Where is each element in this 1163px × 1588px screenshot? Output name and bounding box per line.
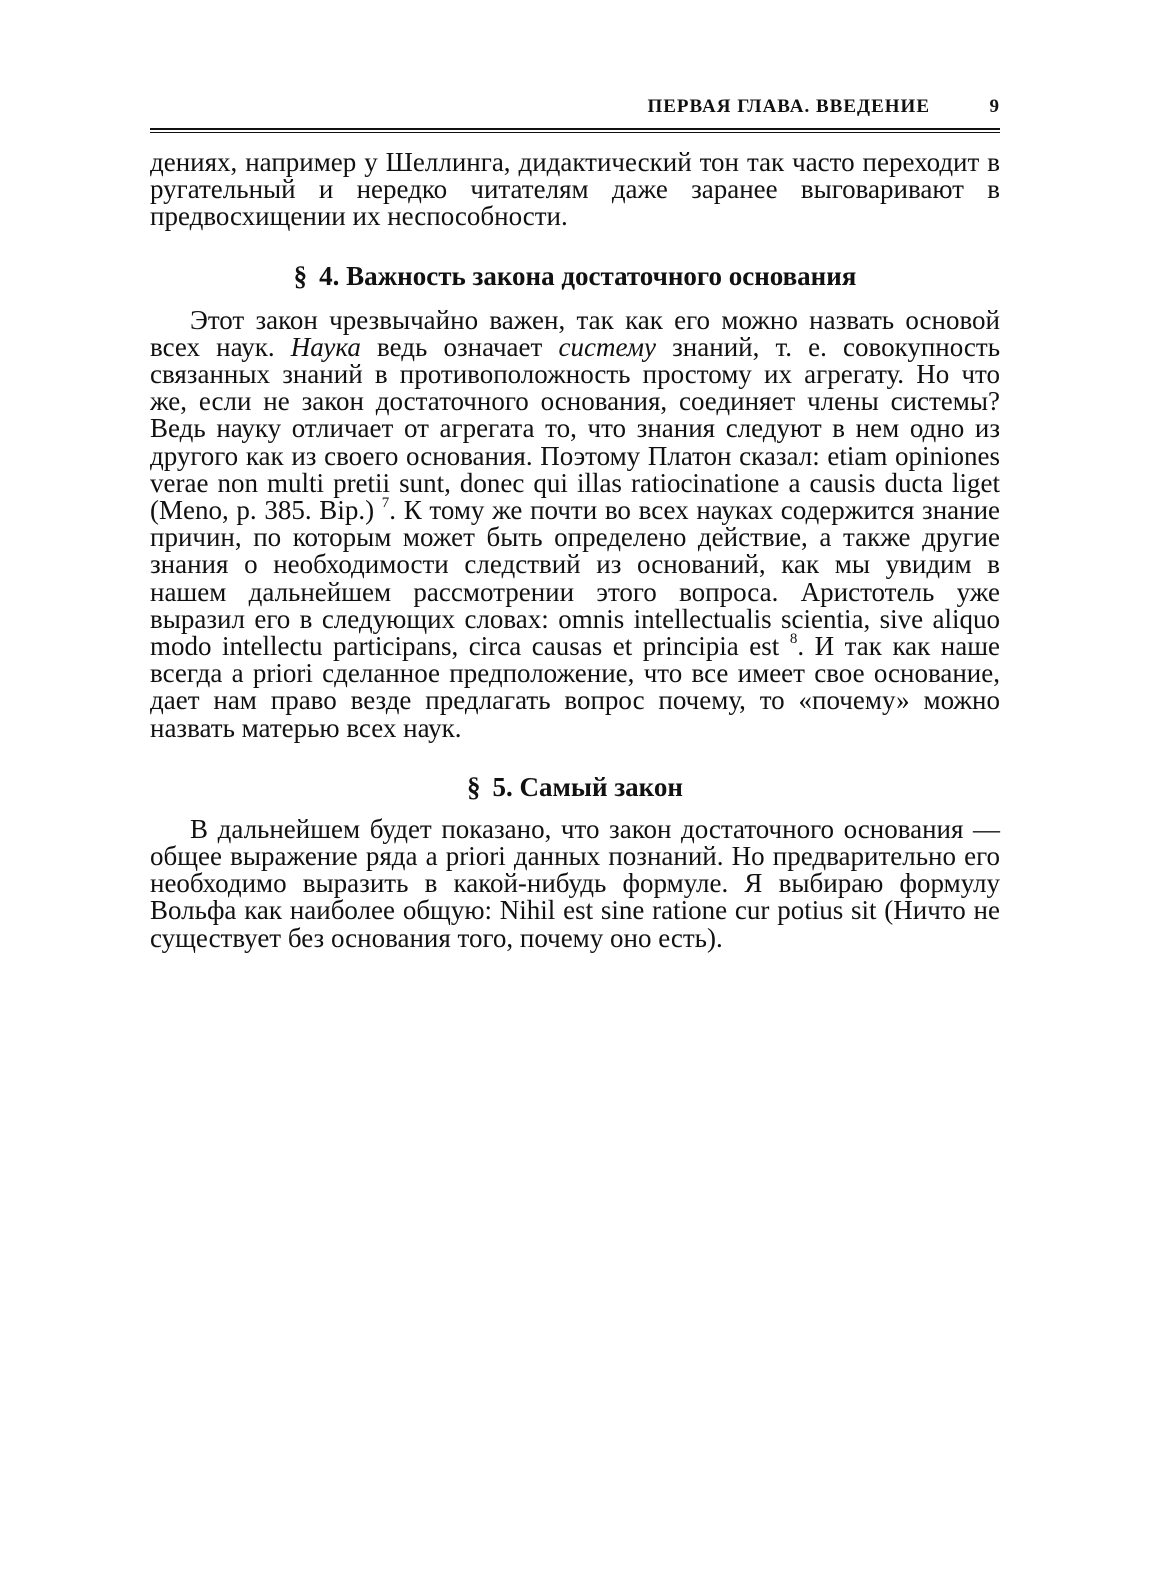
- section-5-paragraph: В дальнейшем будет показано, что закон достаточного основания — общее выражение ряда a priori данных познаний. Но предварительно его необходимо выразить в какой-нибудь формуле. Я выбираю формулу Вольфа как наиболее общую: Nihil est sine ratione cur potius sit (Ничто не существует без основания того, почему оно есть).: [150, 813, 1000, 953]
- section-symbol: §: [293, 260, 308, 291]
- emphasis-sistemu: систему: [558, 331, 656, 362]
- emphasis-nauka: Наука: [290, 331, 361, 362]
- section-4-text-e: . И так как наше всегда a priori сделанное предположение, что все имеет свое основание, дает нам право везде предлагать вопрос почему, то «почему» можно назвать матерью всех наук.: [150, 631, 1000, 743]
- intro-paragraph: дениях, например у Шеллинга, дидактический тон так часто переходит в ругательный и нередко читателям даже заранее выговаривают в предвосхищении их неспособности.: [150, 147, 1000, 232]
- section-4-text-c: знаний, т. е. совокупность связанных знаний в противоположность простому их агрегату. Но что же, если не закон достаточного основания, соединяет члены системы? Ведь науку отличает от агрегата то, что знания следуют в нем одно из другого как из своего основания. Поэтому Платон сказал: etiam opiniones verae non multi pretii sunt, donec qui illas ratiocinatione a causis ducta liget (Meno, p. 385. Bip.): [150, 331, 1001, 526]
- section-4-heading: [150, 261, 1000, 291]
- book-page: [150, 96, 1000, 952]
- footnote-marker-8: 8: [789, 631, 798, 648]
- section-4-text-a: Этот закон чрезвычайно важен, так как его можно назвать основой всех наук.: [150, 304, 1000, 362]
- section-4-text-d: . К тому же почти во всех науках содержится знание причин, по которым может быть определено действие, а также другие знания о необходимости следствий из оснований, как мы увидим в нашем дальнейшем рассмотрении этого вопроса. Аристотель уже выразил его в следующих словах: omnis intellectualis scientia, sive aliquo modo intellectu participans, circa causas et principia est: [150, 495, 1001, 662]
- running-header: [150, 96, 1000, 124]
- running-title: ПЕРВАЯ ГЛАВА. ВВЕДЕНИЕ: [647, 96, 930, 117]
- section-4-title: 4. Важность закона достаточного основания: [319, 260, 857, 291]
- page-number: 9: [989, 96, 1000, 117]
- footnote-marker-7: 7: [381, 495, 390, 512]
- section-5-title: 5. Самый закон: [492, 771, 683, 802]
- header-rule: [150, 128, 1000, 133]
- section-symbol: §: [467, 771, 481, 802]
- section-4-text-b: ведь означает: [377, 331, 543, 362]
- section-5-heading: [150, 772, 1000, 802]
- section-4-paragraph: [150, 304, 1001, 743]
